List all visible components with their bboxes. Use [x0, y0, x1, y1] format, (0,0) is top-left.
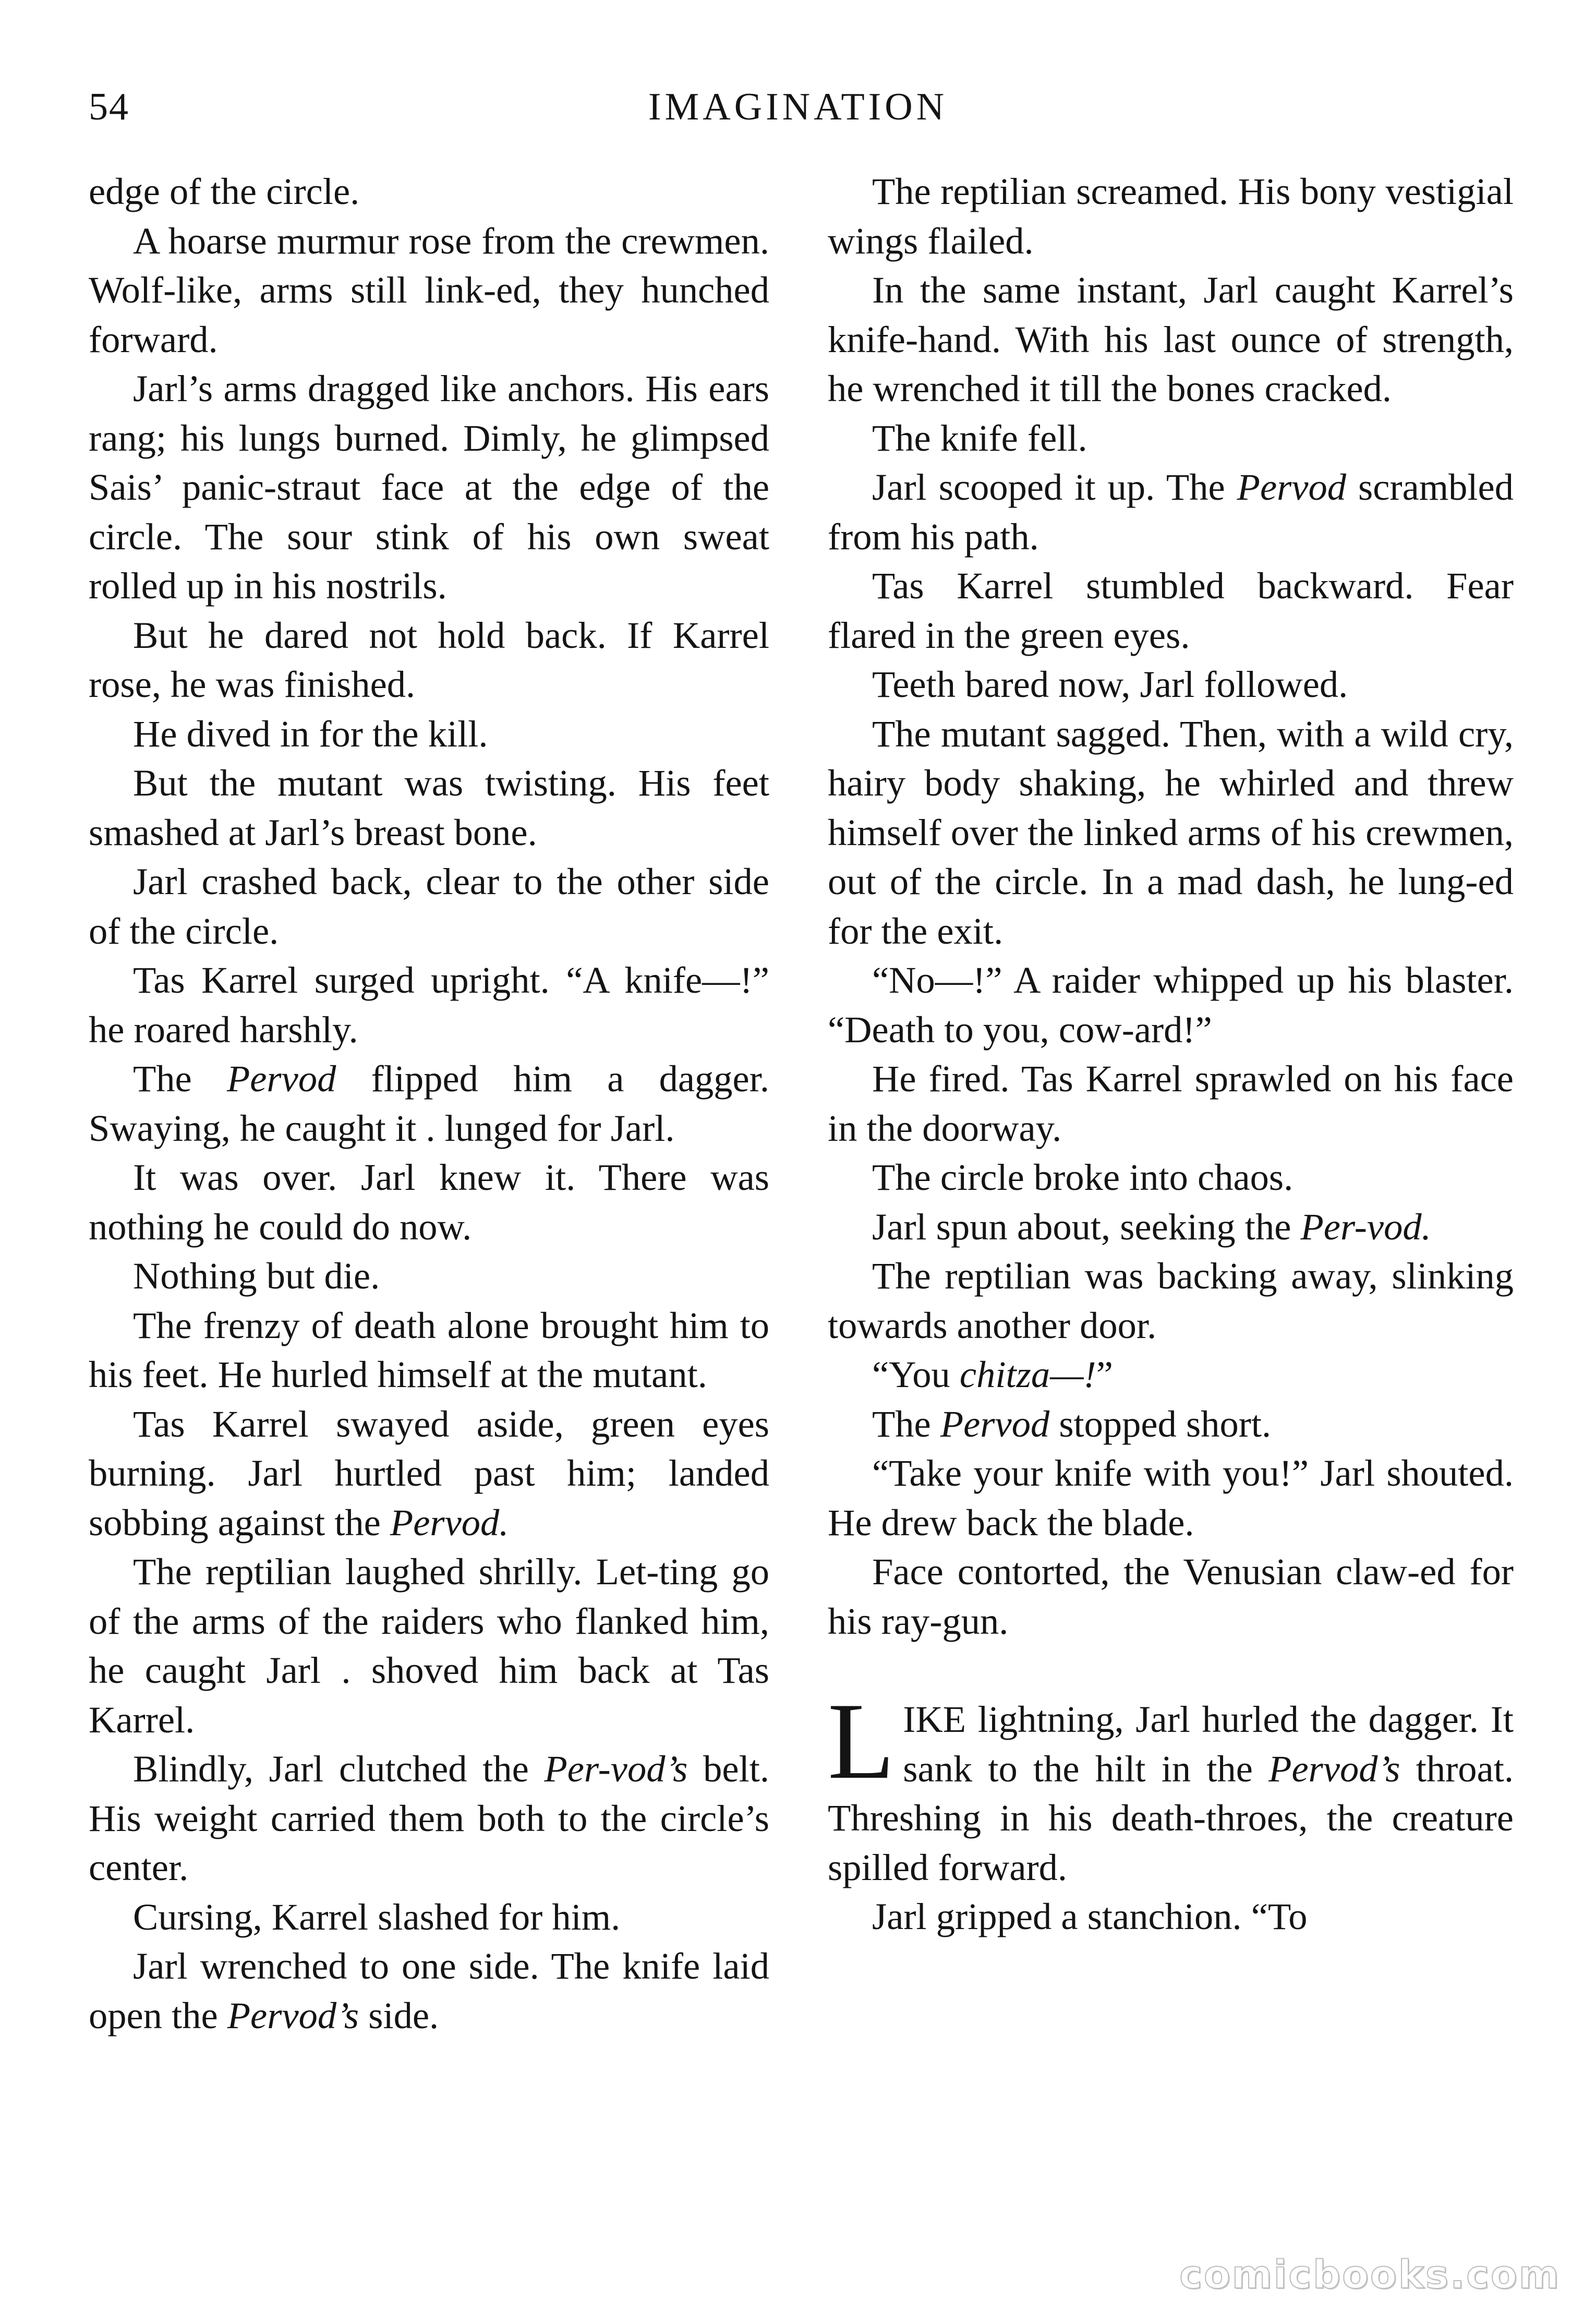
paragraph	[89, 857, 769, 956]
text-run: But he dared not hold back. If Karrel rose, he was finished.	[89, 613, 769, 705]
text-run: edge of the circle.	[89, 170, 360, 212]
paragraph	[89, 1744, 769, 1893]
right-column-paragraphs	[828, 167, 1514, 1646]
paragraph	[89, 1942, 769, 2040]
text-run: IKE lightning, Jarl hurled the dagger. It sank to the hilt in the	[903, 1698, 1514, 1790]
paragraph	[828, 709, 1514, 956]
italic-text: Pervod’s	[227, 1994, 359, 2037]
paragraph	[828, 956, 1514, 1054]
paragraph	[89, 956, 769, 1054]
paragraph	[828, 1892, 1514, 1942]
paragraph	[89, 709, 769, 759]
text-run: The frenzy of death alone brought him to his feet. He hurled himself at the mutant.	[89, 1304, 769, 1395]
paragraph	[89, 1251, 769, 1301]
paragraph	[828, 1251, 1514, 1350]
text-run: ”	[1096, 1353, 1113, 1395]
text-run: Face contorted, the Venusian claw-ed for his ray-gun.	[828, 1550, 1514, 1642]
paragraph	[89, 167, 769, 216]
paragraph	[828, 1350, 1514, 1400]
italic-text: Pervod.	[390, 1501, 509, 1544]
paragraph	[89, 1054, 769, 1153]
paragraph	[828, 414, 1514, 463]
text-run: The reptilian was backing away, slinking towards another door.	[828, 1255, 1514, 1346]
italic-text: chitza—!	[959, 1353, 1096, 1395]
paragraph	[89, 364, 769, 611]
text-run: Jarl wrenched to one side. The knife laid open the	[89, 1945, 769, 2037]
text-run: Jarl spun about, seeking the	[872, 1205, 1301, 1248]
paragraph	[828, 1681, 1514, 1892]
paragraph	[828, 1547, 1514, 1646]
paragraph	[828, 1202, 1514, 1252]
text-run: flipped him a dagger. Swaying, he caught it . lunged for Jarl.	[89, 1057, 770, 1149]
text-run: “Take your knife with you!” Jarl shouted. He drew back the blade.	[828, 1452, 1514, 1544]
paragraph	[828, 463, 1514, 561]
paragraph	[89, 611, 769, 709]
text-run: The reptilian laughed shrilly. Let-ting go of the arms of the raiders who flanked him, he caught Jarl . shoved him back at Tas Karrel.	[89, 1550, 769, 1741]
text-run: “No—!” A raider whipped up his blaster. “Death to you, cow-ard!”	[828, 959, 1514, 1051]
page-number: 54	[89, 86, 129, 128]
text-run: Jarl’s arms dragged like anchors. His ears rang; his lungs burned. Dimly, he glimpsed Sais’ panic-straut face at the edge of the circle. The sour stink of his own sweat rolled up in his nostrils.	[89, 367, 769, 607]
text-run: Cursing, Karrel slashed for him.	[133, 1895, 621, 1938]
text-run: Jarl crashed back, clear to the other side of the circle.	[89, 860, 769, 952]
text-run: He fired. Tas Karrel sprawled on his face in the doorway.	[828, 1057, 1514, 1149]
text-run: The	[872, 1402, 940, 1445]
paragraph	[828, 660, 1514, 709]
text-run: scrambled from his path.	[828, 466, 1514, 558]
paragraph	[89, 758, 769, 857]
text-run: Jarl scooped it up. The	[872, 466, 1237, 508]
text-run: Nothing but die.	[133, 1255, 380, 1297]
text-run: He dived in for the kill.	[133, 712, 488, 755]
text-run: It was over. Jarl knew it. There was nothing he could do now.	[89, 1156, 769, 1248]
running-title: IMAGINATION	[648, 86, 948, 128]
paragraph	[828, 167, 1514, 266]
text-run: Blindly, Jarl clutched the	[133, 1748, 545, 1790]
text-run: Tas Karrel stumbled backward. Fear flared in the green eyes.	[828, 564, 1514, 656]
right-text-column	[828, 167, 1514, 1942]
text-run: Jarl gripped a stanchion. “To	[872, 1895, 1308, 1937]
section-break	[828, 1646, 1514, 1695]
text-run: Tas Karrel swayed aside, green eyes burning. Jarl hurtled past him; landed sobbing against the	[89, 1402, 769, 1544]
text-run: The knife fell.	[872, 416, 1087, 459]
site-watermark: comicbooks.com	[1179, 2252, 1561, 2297]
text-run: side.	[359, 1994, 439, 2037]
text-run: In the same instant, Jarl caught Karrel’s knife-hand. With his last ounce of strength, he wrenched it till the bones cracked.	[828, 269, 1514, 409]
paragraph	[828, 266, 1514, 414]
paragraph	[828, 561, 1514, 660]
text-run: The circle broke into chaos.	[872, 1156, 1293, 1198]
italic-text: Pervod’s	[1268, 1747, 1400, 1790]
drop-cap: L	[828, 1681, 895, 1802]
left-text-column	[89, 167, 769, 2040]
text-run: The mutant sagged. Then, with a wild cry, hairy body shaking, he whirled and threw himself over the linked arms of his crewmen, out of the circle. In a mad dash, he lung-ed for the exit.	[828, 712, 1514, 952]
italic-text: Per-vod.	[1300, 1205, 1431, 1248]
text-run: A hoarse murmur rose from the crewmen. Wolf-like, arms still link-ed, they hunched forward.	[89, 219, 769, 360]
text-run: throat. Threshing in his death-throes, the creature spilled forward.	[828, 1747, 1514, 1888]
text-run: belt. His weight carried them both to the circle’s center.	[89, 1748, 770, 1888]
italic-text: Pervod	[226, 1057, 336, 1100]
text-run: The	[133, 1057, 227, 1100]
italic-text: Per-vod’s	[544, 1748, 688, 1790]
paragraph	[89, 1153, 769, 1251]
paragraph	[828, 1054, 1514, 1153]
italic-text: Pervod	[1237, 466, 1347, 508]
italic-text: Pervod	[940, 1402, 1050, 1445]
text-run: The reptilian screamed. His bony vestigial wings flailed.	[828, 170, 1514, 262]
text-run: Tas Karrel surged upright. “A knife—!” he roared harshly.	[89, 959, 769, 1051]
paragraph	[89, 1547, 769, 1744]
paragraph	[828, 1449, 1514, 1547]
text-run: “You	[872, 1353, 960, 1395]
paragraph	[89, 216, 769, 365]
paragraph	[828, 1153, 1514, 1202]
text-run: Teeth bared now, Jarl followed.	[872, 663, 1348, 705]
paragraph	[89, 1893, 769, 1942]
paragraph	[89, 1301, 769, 1400]
paragraph	[89, 1400, 769, 1548]
text-run: But the mutant was twisting. His feet smashed at Jarl’s breast bone.	[89, 762, 769, 853]
paragraph	[828, 1400, 1514, 1449]
drop-cap-section	[828, 1681, 1514, 1942]
text-run: stopped short.	[1049, 1402, 1272, 1445]
